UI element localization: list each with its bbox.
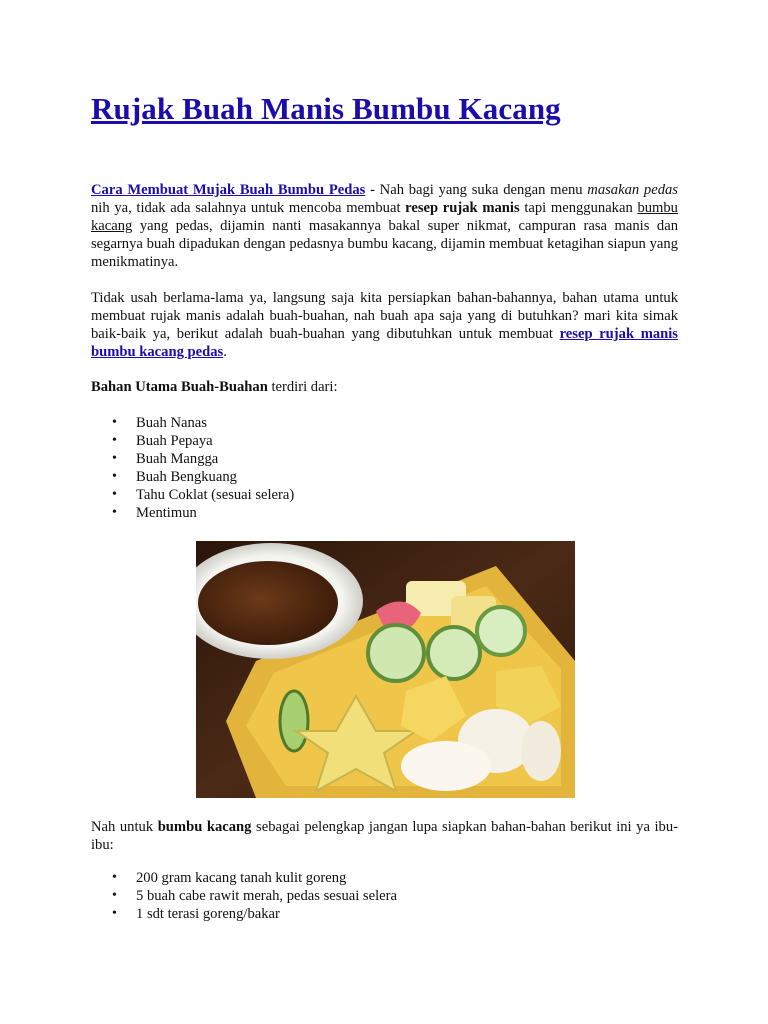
list-item: • 1 sdt terasi goreng/bakar	[118, 905, 397, 923]
fruit-list	[118, 414, 294, 522]
bumbu-paragraph	[91, 818, 678, 854]
para4-strong: bumbu kacang	[157, 819, 252, 835]
list-item: • Buah Pepaya	[118, 432, 294, 450]
intro-emphasis: masakan pedas	[587, 182, 678, 198]
list-item: • Buah Bengkuang	[118, 468, 294, 486]
recipe-link[interactable]: resep rujak manis bumbu kacang pedas	[91, 326, 678, 360]
list-item: • Buah Nanas	[118, 414, 294, 432]
rujak-photo	[196, 541, 575, 798]
list-item: • 200 gram kacang tanah kulit goreng	[118, 869, 397, 887]
second-paragraph	[91, 289, 678, 361]
sauce-ingredient-list	[118, 869, 397, 923]
para4-text-2: sebagai pelengkap jangan lupa siapkan bahan-bahan berikut ini ya ibu-ibu:	[91, 819, 679, 853]
page-title[interactable]: Rujak Buah Manis Bumbu Kacang	[91, 91, 561, 126]
list-item: • Mentimun	[118, 504, 294, 522]
intro-text-1: - Nah bagi yang suka dengan menu	[365, 182, 588, 198]
bahan-heading-rest: terdiri dari:	[267, 379, 338, 395]
list-item: • 5 buah cabe rawit merah, pedas sesuai selera	[118, 887, 397, 905]
para2-text-1: Tidak usah berlama-lama ya, langsung saja kita persiapkan bahan-bahannya, bahan utama untuk membuat rujak manis adalah buah-buahan, nah buah apa saja yang di butuhkan? mari kita simak baik-baik ya, berikut adalah buah-buahan yang dibutuhkan untuk membuat	[91, 290, 678, 342]
bahan-heading-strong: Bahan Utama Buah-Buahan	[91, 379, 268, 395]
para2-text-2: .	[223, 344, 227, 360]
intro-underlined: bumbu kacang	[91, 200, 678, 234]
bahan-heading	[91, 378, 678, 396]
intro-paragraph	[91, 181, 678, 271]
intro-text-2: nih ya, tidak ada salahnya untuk mencoba membuat	[91, 200, 406, 216]
intro-text-3: tapi menggunakan	[519, 200, 638, 216]
list-item: • Buah Mangga	[118, 450, 294, 468]
intro-strong: resep rujak manis	[405, 200, 520, 216]
para4-text-1: Nah untuk	[91, 819, 158, 835]
intro-text-4: yang pedas, dijamin nanti masakannya bakal super nikmat, campuran rasa manis dan segarnya buah dipadukan dengan pedasnya bumbu kacang, dijamin membuat ketagihan siapun yang menikmatinya.	[91, 218, 678, 270]
list-item: • Tahu Coklat (sesuai selera)	[118, 486, 294, 504]
intro-link[interactable]: Cara Membuat Mujak Buah Bumbu Pedas	[91, 182, 366, 198]
